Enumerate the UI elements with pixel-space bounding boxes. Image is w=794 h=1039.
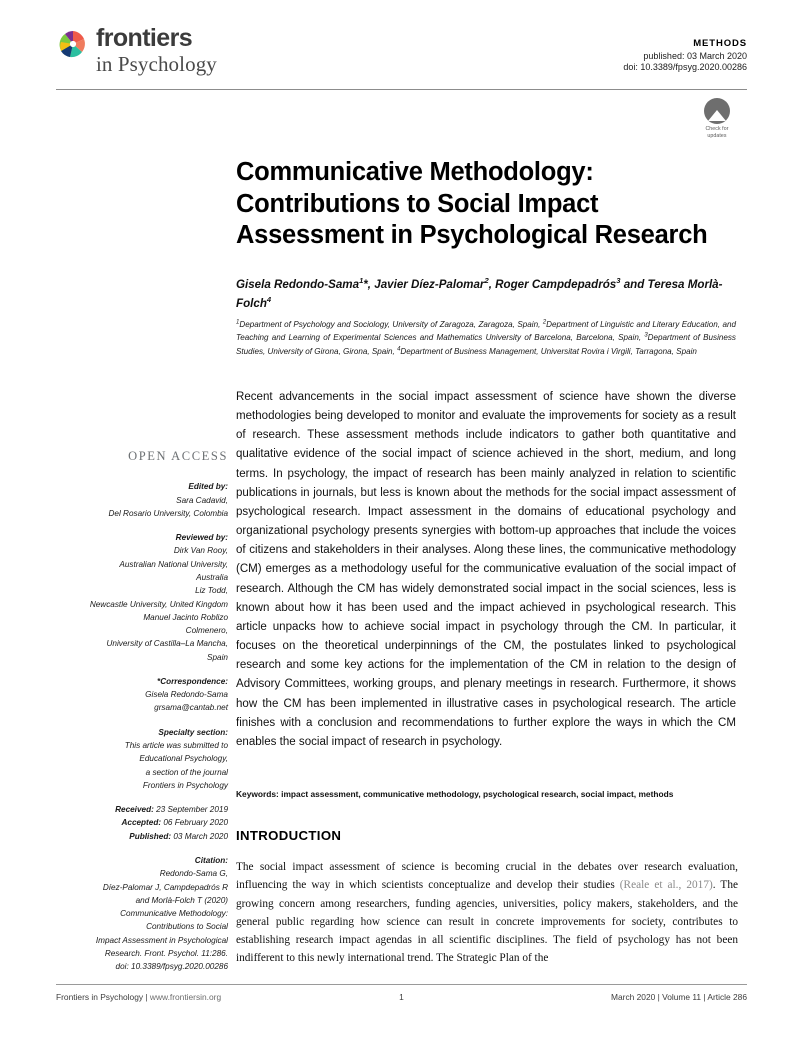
keywords-values: impact assessment, communicative methodology, psychological research, social impact, methods <box>281 789 674 799</box>
reviewer-line: Dirk Van Rooy, <box>173 546 228 556</box>
doi-line[interactable]: doi: 10.3389/fpsyg.2020.00286 <box>623 62 747 73</box>
author-list: Gisela Redondo-Sama$^1$*, Javier Díez-Palomar$^2$, Roger Campdepadrós$^3$ and Teresa Morlà-Folch$^4$ <box>236 276 723 310</box>
citation-line: Communicative Methodology: <box>120 909 228 919</box>
accepted-label: Accepted: <box>121 818 162 828</box>
correspondence-label: *Correspondence: <box>157 676 228 686</box>
inline-citation-link[interactable]: (Reale et al., 2017) <box>619 879 713 892</box>
open-access-badge: OPEN ACCESS <box>128 449 228 463</box>
affiliations: $^1$Department of Psychology and Sociology, University of Zaragoza, Zaragoza, Spain, $^2$Department of Linguistic and Literary Education, and Teaching and Learning of Experimental Sciences and Mathematics University of Barcelona, Barcelona, Spain, $^3$Department of Business Studies, University of Girona, Girona, Spain, $^4$Department of Business Management, Universitat Rovira i Virgili, Tarragona, Spain <box>236 319 736 356</box>
editor-affiliation: Del Rosario University, Colombia <box>108 508 228 518</box>
specialty-section-label: Specialty section: <box>158 727 228 737</box>
footer-issue-info: March 2020 | Volume 11 | Article 286 <box>611 992 747 1002</box>
reviewed-by-block <box>52 531 228 664</box>
journal-logo[interactable] <box>56 26 217 75</box>
corresponding-author-email[interactable]: grsama@cantab.net <box>154 703 228 713</box>
published-value: 03 March 2020 <box>173 831 228 841</box>
introduction-paragraph <box>236 858 738 968</box>
section-heading-introduction: INTRODUCTION <box>236 828 342 843</box>
logo-journal-text: in Psychology <box>96 52 217 76</box>
reviewer-line: Manuel Jacinto Roblizo <box>143 612 228 622</box>
crossmark-label: Check for updates <box>705 126 729 139</box>
specialty-section-block <box>52 726 228 792</box>
footer-journal-name: Frontiers in Psychology <box>56 992 144 1002</box>
specialty-line: Frontiers in Psychology <box>142 780 228 790</box>
reviewer-line: Australian National University, <box>119 559 228 569</box>
published-label: Published: <box>129 831 172 841</box>
page-footer <box>56 992 747 1006</box>
footer-url[interactable]: www.frontiersin.org <box>149 992 222 1002</box>
frontiers-pinwheel-logo-icon <box>56 28 90 62</box>
page-title: Communicative Methodology: Contributions to Social Impact Assessment in Psychological Research <box>236 158 708 250</box>
reviewed-by-label: Reviewed by: <box>175 533 228 543</box>
editor-name: Sara Cadavid, <box>176 495 228 505</box>
citation-line: Redondo-Sama G, <box>159 869 228 879</box>
edited-by-label: Edited by: <box>188 482 228 492</box>
keywords-label: Keywords: <box>236 789 279 799</box>
correspondence-block <box>52 675 228 715</box>
citation-line: and Morlà-Folch T (2020) <box>135 895 228 905</box>
specialty-line: This article was submitted to <box>124 741 228 751</box>
citation-line: Contributions to Social <box>146 922 228 932</box>
citation-block <box>52 854 228 974</box>
abstract-text: Recent advancements in the social impact assessment of science have shown the diverse methodologies being developed to monitor and evaluate the improvements for society as a result of research. These assessment methods include indicators to gather both quantitative and qualitative evidence of the social impact of science achieved in the short, medium, and long terms. In psychology, the impact of research has been mainly analyzed in relation to scientific publications in journals, but less is known about the methods for the social impact assessment of psychological research. Impact assessment in the domains of educational psychology and organizational psychology presents synergies with bottom-up approaches that include the voices of citizens and stakeholders in their analyses. Along these lines, the communicative methodology (CM) emerges as a methodology useful for the communicative evaluation of the social impact of research. Although the CM has widely demonstrated social impact in the social sciences, less is known about how it has been used and the impact achieved in psychological research. This article unpacks how to achieve social impact in psychology through the CM. In particular, it focuses on the theoretical underpinnings of the CM, the postulates linked to psychological research and some key actions for the implementation of the CM in relation to the design of Advisory Committees, working groups, and plenary meetings in research. Furthermore, it shows how the CM has been implemented in illustrative cases in psychological research. The article finishes with a conclusion and recommendations to further explore the ways in which the CM enables the social impact of research in psychology. <box>236 391 736 748</box>
specialty-line: a section of the journal <box>145 767 228 777</box>
received-value: 23 September 2019 <box>156 805 228 815</box>
article-dates-block <box>52 803 228 843</box>
header-metadata <box>623 38 747 74</box>
check-for-updates-badge[interactable] <box>696 98 738 142</box>
page-header <box>56 26 747 88</box>
reviewer-line: Spain <box>207 652 228 662</box>
citation-line: Research. Front. Psychol. 11:286. <box>104 948 228 958</box>
reviewer-line: Liz Todd, <box>195 586 228 596</box>
published-date: published: 03 March 2020 <box>643 50 747 61</box>
accepted-value: 06 February 2020 <box>163 818 228 828</box>
date-published <box>52 830 228 843</box>
reviewer-line: Newcastle University, United Kingdom <box>89 599 228 609</box>
sidebar <box>52 446 228 985</box>
specialty-line: Educational Psychology, <box>139 754 228 764</box>
footer-page-number: 1 <box>399 992 404 1002</box>
reviewer-line: Colmenero, <box>185 626 228 636</box>
citation-label: Citation: <box>194 856 228 865</box>
reviewer-line: University of Castilla–La Mancha, <box>106 639 228 649</box>
header-divider <box>56 89 747 90</box>
intro-text-pre: The social impact assessment of science is becoming crucial in the debates over research evaluation, influencing the way in which scientists conceptualize and develop their studies <box>236 861 738 892</box>
citation-line: Impact Assessment in Psychological <box>95 935 228 945</box>
footer-separator: | <box>143 992 150 1002</box>
corresponding-author-name: Gisela Redondo-Sama <box>145 690 228 700</box>
citation-line: Díez-Palomar J, Campdepadrós R <box>102 882 228 892</box>
received-label: Received: <box>115 805 154 815</box>
keywords-line <box>236 789 738 801</box>
citation-doi[interactable]: doi: 10.3389/fpsyg.2020.00286 <box>115 962 228 972</box>
logo-brand-text: frontiers <box>96 24 193 52</box>
date-accepted <box>52 816 228 829</box>
reviewer-line: Australia <box>196 572 228 582</box>
article-type-label: METHODS <box>693 38 747 49</box>
date-received <box>52 803 228 816</box>
intro-text-post: . The growing concern among researchers, funding agencies, universities, policy makers, stakeholders, and the general public regarding how science can result in concrete improvements for society, contributes to establishing research impact agendas in all scientific disciplines. The field of psychology has not been indifferent to this newly international trend. The Strategic Plan of the <box>236 879 738 965</box>
footer-divider <box>56 984 747 985</box>
edited-by-block <box>52 480 228 520</box>
crossmark-icon <box>704 98 730 124</box>
